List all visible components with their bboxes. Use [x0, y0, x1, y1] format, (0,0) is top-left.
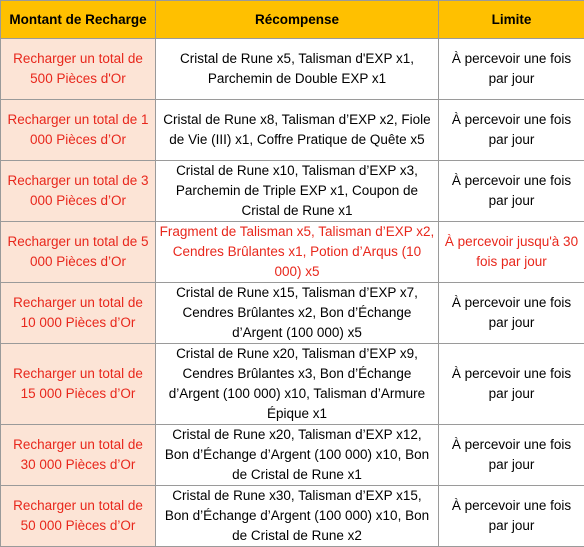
reward-cell: Cristal de Rune x15, Talisman d’EXP x7, Cendres Brûlantes x2, Bon d’Échange d’Argent (100 000) x5	[156, 283, 439, 344]
reward-cell: Cristal de Rune x5, Talisman d'EXP x1, Parchemin de Double EXP x1	[156, 39, 439, 100]
reward-cell: Fragment de Talisman x5, Talisman d’EXP x2, Cendres Brûlantes x1, Potion d’Arqus (10 000) x5	[156, 222, 439, 283]
amount-cell: Recharger un total de 30 000 Pièces d’Or	[1, 425, 156, 486]
reward-cell: Cristal de Rune x20, Talisman d’EXP x9, Cendres Brûlantes x3, Bon d’Échange d’Argent (100 000) x10, Talisman d’Armure Épique x1	[156, 344, 439, 425]
reward-cell: Cristal de Rune x20, Talisman d’EXP x12, Bon d’Échange d’Argent (100 000) x10, Bon de Cristal de Rune x1	[156, 425, 439, 486]
limit-cell: À percevoir une fois par jour	[439, 39, 584, 100]
limit-cell: À percevoir une fois par jour	[439, 283, 584, 344]
amount-cell: Recharger un total de 5 000 Pièces d’Or	[1, 222, 156, 283]
table-row-highlighted	[1, 222, 584, 283]
amount-cell: Recharger un total de 15 000 Pièces d’Or	[1, 344, 156, 425]
reward-cell: Cristal de Rune x8, Talisman d’EXP x2, Fiole de Vie (III) x1, Coffre Pratique de Quête x5	[156, 100, 439, 161]
amount-cell: Recharger un total de 1 000 Pièces d’Or	[1, 100, 156, 161]
reward-cell: Cristal de Rune x30, Talisman d’EXP x15, Bon d’Échange d’Argent (100 000) x10, Bon de Cristal de Rune x2	[156, 486, 439, 547]
header-amount: Montant de Recharge	[1, 1, 156, 39]
amount-cell: Recharger un total de 3 000 Pièces d’Or	[1, 161, 156, 222]
limit-cell: À percevoir une fois par jour	[439, 486, 584, 547]
table-row	[1, 486, 584, 547]
limit-cell: À percevoir une fois par jour	[439, 344, 584, 425]
limit-cell: À percevoir jusqu'à 30 fois par jour	[439, 222, 584, 283]
table-row	[1, 344, 584, 425]
amount-cell: Recharger un total de 500 Pièces d'Or	[1, 39, 156, 100]
table-row	[1, 100, 584, 161]
table-row	[1, 161, 584, 222]
header-limit: Limite	[439, 1, 584, 39]
header-row	[1, 1, 584, 39]
table-row	[1, 425, 584, 486]
limit-cell: À percevoir une fois par jour	[439, 425, 584, 486]
header-reward: Récompense	[156, 1, 439, 39]
limit-cell: À percevoir une fois par jour	[439, 161, 584, 222]
table-row	[1, 283, 584, 344]
amount-cell: Recharger un total de 50 000 Pièces d’Or	[1, 486, 156, 547]
amount-cell: Recharger un total de 10 000 Pièces d’Or	[1, 283, 156, 344]
limit-cell: À percevoir une fois par jour	[439, 100, 584, 161]
table-row	[1, 39, 584, 100]
reward-cell: Cristal de Rune x10, Talisman d’EXP x3, Parchemin de Triple EXP x1, Coupon de Cristal de Rune x1	[156, 161, 439, 222]
